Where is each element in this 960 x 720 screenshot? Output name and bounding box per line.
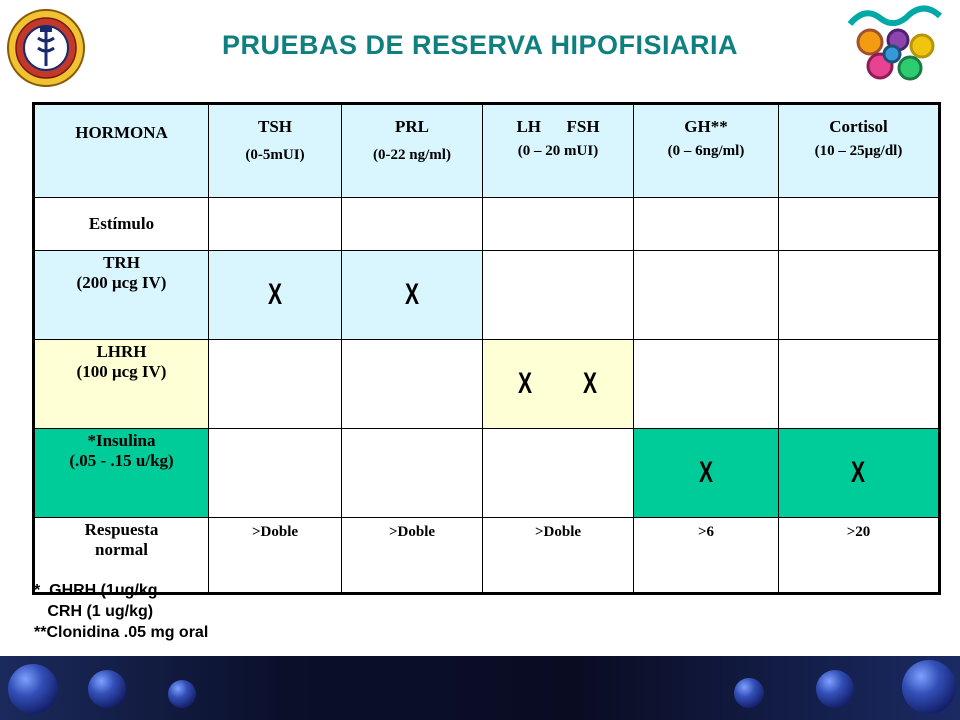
orb-icon <box>816 670 854 708</box>
x-mark: X <box>518 367 533 400</box>
respuesta-cortisol: >20 <box>779 518 940 594</box>
header-tsh: TSH (0-5mUI) <box>209 104 342 198</box>
respuesta-gh: >6 <box>634 518 779 594</box>
header-gh: GH** (0 – 6ng/ml) <box>634 104 779 198</box>
row-label-lhrh: LHRH (100 μcg IV) <box>34 340 209 429</box>
table-header-row <box>34 104 940 198</box>
university-seal-icon <box>6 8 86 88</box>
respuesta-tsh: >Doble <box>209 518 342 594</box>
orb-icon <box>88 670 126 708</box>
page-title: PRUEBAS DE RESERVA HIPOFISIARIA <box>221 30 739 60</box>
header-lh-fsh: LH FSH (0 – 20 mUI) <box>483 104 634 198</box>
cell-trh-tsh <box>209 251 342 340</box>
x-mark: X <box>267 278 282 311</box>
cell-insulina-gh <box>634 429 779 518</box>
footnote-ghrh: * GHRH (1ug/kg <box>34 582 158 599</box>
orb-icon <box>168 680 196 708</box>
x-mark: X <box>583 367 598 400</box>
cell-lhrh-lh-fsh <box>483 340 634 429</box>
row-label-respuesta: Respuesta normal <box>34 518 209 594</box>
header-cortisol: Cortisol (10 – 25μg/dl) <box>779 104 940 198</box>
footnotes <box>34 580 208 643</box>
respuesta-prl: >Doble <box>342 518 483 594</box>
footnote-clonidina: **Clonidina .05 mg oral <box>34 624 209 641</box>
table-row-estimulo <box>34 198 940 251</box>
header-hormona: HORMONA <box>34 104 209 198</box>
row-label-trh: TRH (200 μcg IV) <box>34 251 209 340</box>
orb-icon <box>902 660 956 714</box>
table-row-trh <box>34 251 940 340</box>
respuesta-lh-fsh: >Doble <box>483 518 634 594</box>
header-prl: PRL (0-22 ng/ml) <box>342 104 483 198</box>
hormone-table <box>32 102 941 595</box>
cell-trh-prl <box>342 251 483 340</box>
row-label-insulina: *Insulina (.05 - .15 u/kg) <box>34 429 209 518</box>
cell-insulina-cortisol <box>779 429 940 518</box>
row-label-estimulo: Estímulo <box>34 198 209 251</box>
orb-icon <box>734 678 764 708</box>
table-row-insulina <box>34 429 940 518</box>
table-row-lhrh <box>34 340 940 429</box>
x-mark: X <box>698 456 713 489</box>
footnote-crh: CRH (1 ug/kg) <box>34 603 154 620</box>
x-mark: X <box>404 278 419 311</box>
x-mark: X <box>851 456 866 489</box>
orb-icon <box>8 664 58 714</box>
medical-logo-icon <box>840 4 950 88</box>
decorative-footer-bar <box>0 656 960 720</box>
